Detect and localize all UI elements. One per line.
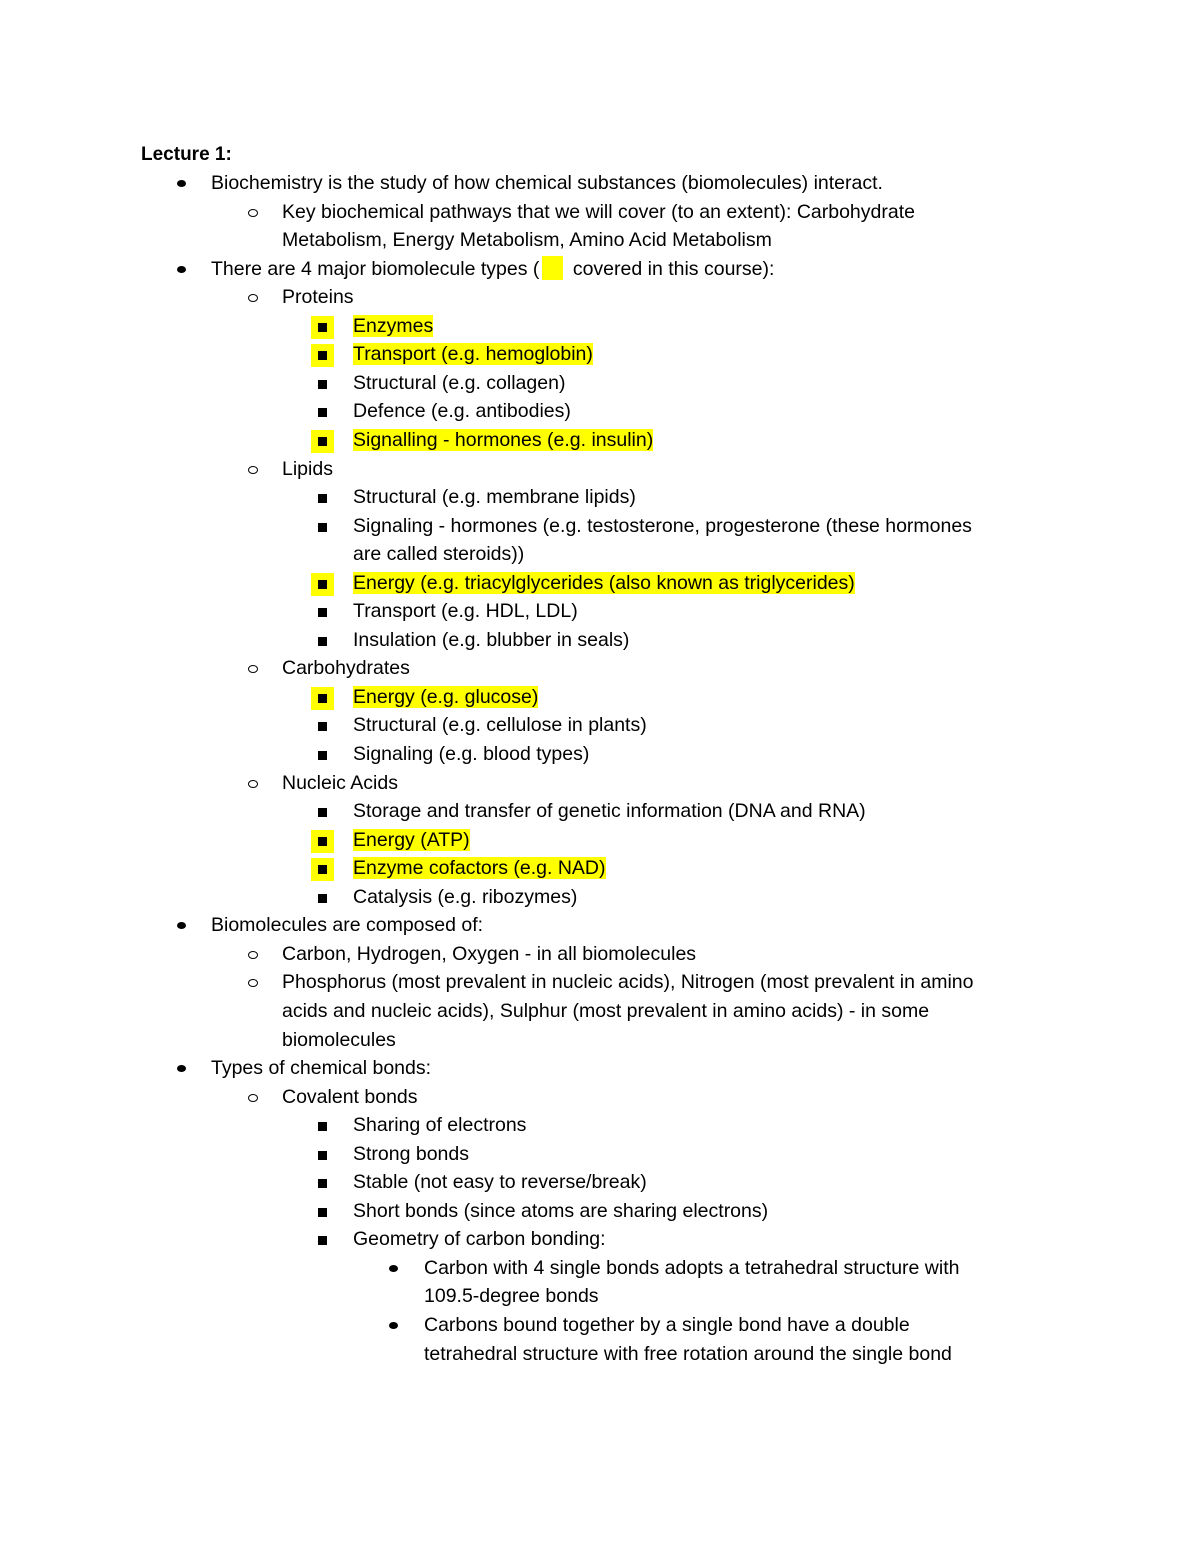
list-item [353, 426, 653, 454]
square-bullet-icon [318, 580, 327, 589]
list-item-text: Strong bonds [353, 1142, 470, 1165]
list-item-text: Metabolism, Energy Metabolism, Amino Acid Metabolism [282, 229, 772, 252]
list-item [353, 883, 577, 911]
list-item [353, 312, 433, 340]
list-item-text: Biochemistry is the study of how chemical substances (biomolecules) interact. [211, 172, 883, 194]
list-item-text: Carbon, Hydrogen, Oxygen - in all biomolecules [282, 942, 697, 965]
list-item [424, 1254, 959, 1282]
list-item-text: Types of chemical bonds: [211, 1057, 432, 1080]
list-item [282, 455, 333, 483]
disc-bullet-icon [177, 180, 186, 187]
list-item [282, 654, 410, 682]
list-item [353, 569, 855, 597]
square-bullet-icon [318, 437, 327, 446]
disc-bullet-icon [389, 1265, 398, 1272]
list-item [353, 597, 578, 625]
list-item [353, 683, 538, 711]
list-item-text: Transport (e.g. HDL, LDL) [353, 600, 578, 623]
square-bullet-icon [318, 837, 327, 846]
list-item [353, 340, 593, 368]
circle-bullet-icon [248, 209, 258, 217]
list-item-text: Structural (e.g. collagen) [353, 371, 566, 394]
list-item [211, 1054, 431, 1082]
list-item-text: Carbohydrates [282, 657, 410, 680]
list-item-text: Energy (e.g. glucose) [353, 685, 539, 708]
list-item [353, 512, 972, 540]
list-item [353, 740, 589, 768]
list-item-continuation [353, 540, 524, 568]
list-item [211, 255, 774, 283]
list-item [211, 169, 883, 197]
list-item [353, 711, 647, 739]
list-item-text: There are 4 major biomolecule types ( [211, 257, 540, 280]
square-bullet-icon [318, 1151, 327, 1160]
list-item [424, 1311, 910, 1339]
disc-bullet-icon [177, 922, 186, 929]
list-item [282, 769, 398, 797]
list-item [353, 1140, 469, 1168]
list-item-text: tetrahedral structure with free rotation around the single bond [424, 1342, 952, 1365]
circle-bullet-icon [248, 466, 258, 474]
list-item [353, 826, 470, 854]
list-item-text: Stable (not easy to reverse/break) [353, 1171, 647, 1194]
list-item [282, 940, 696, 968]
list-item-text: Geometry of carbon bonding: [353, 1228, 606, 1251]
list-item [353, 1197, 768, 1225]
square-bullet-icon [318, 1179, 327, 1188]
list-item-text: Energy (e.g. triacylglycerides (also known as triglycerides) [353, 571, 855, 594]
list-item-text: are called steroids)) [353, 543, 525, 566]
list-item [353, 1168, 647, 1196]
list-item-text: 109.5-degree bonds [424, 1285, 599, 1308]
list-item-continuation [282, 997, 929, 1025]
list-item-continuation [282, 226, 772, 254]
list-item [353, 483, 636, 511]
square-bullet-icon [318, 1236, 327, 1245]
square-bullet-icon [318, 894, 327, 903]
list-item [353, 626, 629, 654]
list-item-text: Sharing of electrons [353, 1114, 527, 1137]
square-bullet-icon [318, 808, 327, 817]
list-item-text: Short bonds (since atoms are sharing electrons) [353, 1199, 769, 1222]
list-item [353, 369, 565, 397]
list-item-text: Enzyme cofactors (e.g. NAD) [353, 857, 606, 880]
square-bullet-icon [318, 694, 327, 703]
circle-bullet-icon [248, 951, 258, 959]
list-item-text: Biomolecules are composed of: [211, 914, 484, 937]
lecture-heading: Lecture 1: [141, 144, 232, 165]
list-item [353, 797, 866, 825]
disc-bullet-icon [389, 1322, 398, 1329]
square-bullet-icon [318, 608, 327, 617]
list-item-continuation [282, 1026, 396, 1054]
list-item-text: Catalysis (e.g. ribozymes) [353, 885, 578, 908]
list-item-text: Key biochemical pathways that we will cover (to an extent): Carbohydrate [282, 200, 915, 223]
list-item-text: Signaling - hormones (e.g. testosterone, progesterone (these hormones [353, 514, 972, 537]
list-item [282, 1083, 418, 1111]
list-item-text: Nucleic Acids [282, 771, 398, 794]
circle-bullet-icon [248, 780, 258, 788]
list-item-text: Defence (e.g. antibodies) [353, 400, 571, 423]
square-bullet-icon [318, 494, 327, 503]
list-item-text: Structural (e.g. cellulose in plants) [353, 714, 647, 737]
list-item [353, 397, 571, 425]
list-item-continuation [424, 1340, 952, 1368]
square-bullet-icon [318, 323, 327, 332]
list-item [282, 968, 974, 996]
list-item-text: Lipids [282, 457, 333, 480]
list-item-text: Signaling (e.g. blood types) [353, 743, 590, 765]
circle-bullet-icon [248, 1094, 258, 1102]
list-item-text: acids and nucleic acids), Sulphur (most prevalent in amino acids) - in some [282, 999, 930, 1022]
square-bullet-icon [318, 1122, 327, 1131]
circle-bullet-icon [248, 665, 258, 673]
list-item [282, 283, 354, 311]
disc-bullet-icon [177, 1065, 186, 1072]
list-item-text: Energy (ATP) [353, 828, 470, 851]
circle-bullet-icon [248, 979, 258, 987]
list-item-text: Signalling - hormones (e.g. insulin) [353, 428, 654, 451]
square-bullet-icon [318, 751, 327, 760]
list-item-text: Covalent bonds [282, 1085, 418, 1108]
list-item-text: Storage and transfer of genetic information (DNA and RNA) [353, 800, 866, 823]
list-item-text: Enzymes [353, 314, 434, 337]
list-item-text: Structural (e.g. membrane lipids) [353, 486, 636, 509]
square-bullet-icon [318, 380, 327, 389]
list-item-text: biomolecules [282, 1028, 396, 1051]
square-bullet-icon [318, 722, 327, 731]
list-item-text-after: covered in this course): [567, 257, 775, 280]
list-item [211, 911, 483, 939]
square-bullet-icon [318, 865, 327, 874]
square-bullet-icon [318, 523, 327, 532]
list-item [353, 1225, 606, 1253]
square-bullet-icon [318, 408, 327, 417]
list-item-continuation [424, 1282, 599, 1310]
list-item-text: Transport (e.g. hemoglobin) [353, 343, 593, 366]
list-item-text: Phosphorus (most prevalent in nucleic acids), Nitrogen (most prevalent in amino [282, 971, 974, 994]
list-item [282, 198, 915, 226]
list-item-text: Insulation (e.g. blubber in seals) [353, 628, 630, 651]
highlight-legend-swatch [542, 256, 563, 280]
list-item [353, 854, 606, 882]
list-item-text: Proteins [282, 286, 354, 309]
circle-bullet-icon [248, 294, 258, 302]
list-item [353, 1111, 526, 1139]
disc-bullet-icon [177, 266, 186, 273]
list-item-text: Carbons bound together by a single bond have a double [424, 1314, 910, 1336]
square-bullet-icon [318, 351, 327, 360]
list-item-text: Carbon with 4 single bonds adopts a tetrahedral structure with [424, 1256, 960, 1279]
square-bullet-icon [318, 637, 327, 646]
square-bullet-icon [318, 1208, 327, 1217]
